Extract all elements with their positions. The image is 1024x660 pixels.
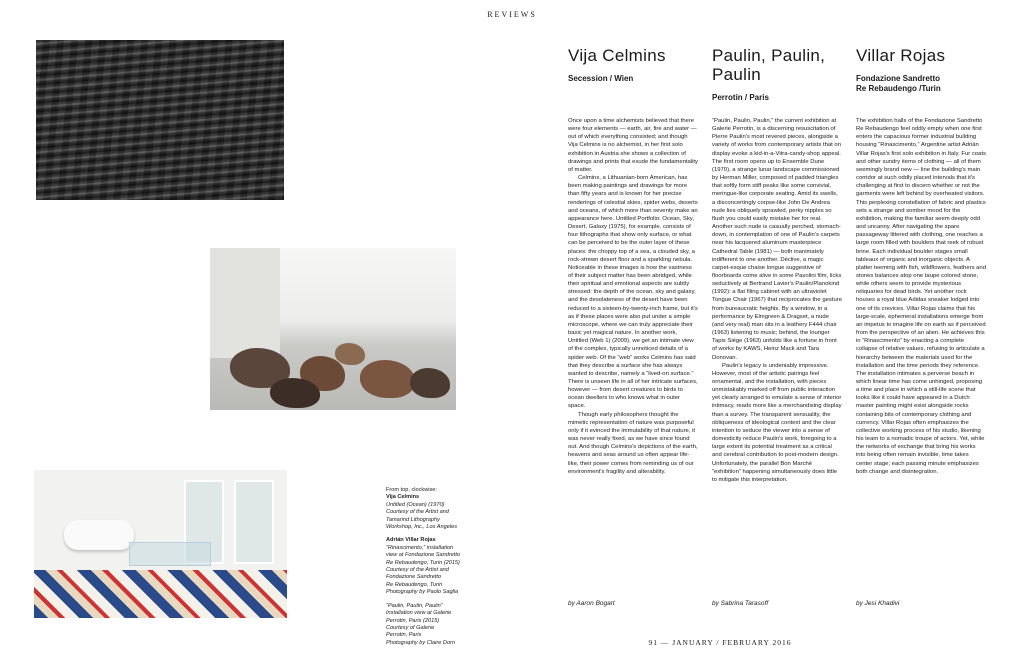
caption-line: Tamarind Lithography bbox=[386, 516, 440, 523]
white-sculpture bbox=[64, 520, 134, 550]
gallery-room-photo bbox=[34, 470, 287, 618]
rock bbox=[335, 343, 365, 365]
ocean-photo bbox=[36, 40, 284, 200]
caption-line: Re Rebaudengo, Turin bbox=[386, 581, 443, 588]
rock bbox=[270, 378, 320, 408]
review-text-column bbox=[856, 117, 986, 476]
review-text-column bbox=[568, 117, 698, 476]
caption-line: Courtesy of Galerie bbox=[386, 624, 435, 631]
caption-line: Perrotin, Paris bbox=[386, 632, 422, 639]
review-header bbox=[712, 46, 847, 103]
window bbox=[234, 480, 274, 564]
caption-intro: From top, clockwise: bbox=[386, 487, 437, 493]
gallery-rocks-photo bbox=[210, 248, 456, 410]
caption-artist: Vija Celmins bbox=[386, 494, 420, 501]
review-venue: Perrotin / Paris bbox=[712, 93, 769, 102]
caption-line: Re Rebaudengo, Turin (2015) bbox=[386, 559, 460, 566]
caption-line: Installation view at Galerie bbox=[386, 610, 452, 617]
caption-line: view at Fondazione Sandretto bbox=[386, 552, 461, 559]
caption-line: “Rinascimento,” installation bbox=[386, 544, 454, 551]
caption-artist: Adrián Villar Rojas bbox=[386, 537, 436, 544]
review-title: Villar Rojas bbox=[856, 46, 946, 65]
paragraph: Though early philosophers thought the mimetic representation of nature was purposeful only if it evinced the immutability of that nature, it was never really fixed, as we have since found out. And though Celmins's depictions of the earth, heavens and seas around us often appear life-like, their power comes from reminding us of our environment's fragility and alterability. bbox=[568, 411, 698, 475]
glass-table bbox=[129, 542, 211, 566]
caption-line: Untitled (Ocean) (1970) bbox=[386, 501, 445, 508]
venue-line: Fondazione Sandretto bbox=[856, 74, 940, 83]
patterned-carpet bbox=[34, 570, 287, 618]
caption-line: Photography by Claire Dorn bbox=[386, 639, 456, 646]
review-text-column bbox=[712, 117, 842, 484]
title-line: Paulin bbox=[712, 65, 762, 84]
review-byline: by Aaron Bogart bbox=[568, 600, 615, 607]
review-venue: Secession / Wien bbox=[568, 74, 634, 83]
caption-line: Perrotin, Paris (2015) bbox=[386, 617, 440, 624]
gallery-wall bbox=[210, 248, 280, 358]
review-venue bbox=[856, 74, 996, 94]
rock bbox=[360, 360, 415, 398]
review-byline: by Jesi Khadivi bbox=[856, 600, 900, 607]
rock bbox=[410, 368, 450, 398]
page-footer: 91 — JANUARY / FEBRUARY 2016 bbox=[648, 638, 792, 647]
paragraph: Once upon a time alchemists believed that there were four elements — earth, air, fire and water — out of which everything consisted; and though Vija Celmins is no alchemist, in her first solo exhibition in Austria she shows a collection of drawings and prints that exude the fundamentality of matter. bbox=[568, 118, 699, 173]
paragraph: “Paulin, Paulin, Paulin,” the current exhibition at Galerie Perrotin, is a discerning resuscitation of Pierre Paulin's most revered pieces, alongside a variety of works from contemporary artists that on display evoke a kid-in-a-Vitra-candy-shop appeal. The first room opens up to Ensemble Dune (1970), a strange lunar landscape commissioned by Herman Miller, composed of padded triangles that softly form stiff peaks like some convivial, meringue-like corporate seating. Amid its swells, a disconcertingly corpse-like John De Andrea nude lies obliquely sprawled, perky nipples so flush you could easily mistake her for real. Another such nude is casually perched, stomach-down, in contemplation of one of Paulin's carpets near his lacquered aluminum masterpiece Cathedral Table (1981) — both inanimately indifferent to one another. Déclive, a magic carpet-esque chaise longue suggestive of floorboards come alive in some Pasolini film, licks seductively at Bertrand Lavier's Paulin/Planokind (1992): a flat filing cabinet with an ultraviolet Tongue Chair (1967) that reciprocates the gesture from bureaucratic heights. By a window, in a performance by Elmgreen & Dragset, a nude (and very real) man sits in a leathery F444 chair (1963) listening to music; behind, the lounger Tapis Siège (1963) unfolds like a fortune in front of works by KAWS, Heinz Mack and Tara Donovan. bbox=[712, 118, 842, 361]
paragraph: Paulin's legacy is undeniably impressive. However, most of the artistic pairings feel ornamental, and the installation, with pieces unmistakably marked off from public interaction yet clearly arranged to emulate a sense of interior intimacy, reads more like a merchandising display than a survey. The transparent sensuality, the obliqueness of ideological context and the clear intention to seduce the viewer into a sense of domesticity reduce Paulin's work, foregoing to a large extent its potential treatment as a critical and cerebral contribution to post-modern design. Unfortunately, the parallel Bon Marché “exhibition” happening simultaneously does little to mitigate this interpretation. bbox=[712, 362, 842, 483]
caption-line: Photography by Paolo Saglia bbox=[386, 589, 459, 596]
section-label: REVIEWS bbox=[487, 10, 537, 19]
paragraph: The exhibition halls of the Fondazione Sandretto Re Rebaudengo feel oddly empty when one first enters the capacious former industrial building housing “Rinascimento,” Argentine artist Adrián Villar Rojas's first solo exhibition in Italy. Fur coats and other sundry items of clothing — all of them seemingly brand new — line the building's main corridor at such oddly placed intervals that it's challenging at first to discern whether or not the garments were left behind by overheated visitors. This perplexing constellation of fabric and plastics sets a strange and somber mood for the exhibition, making the familiar seem deeply odd and uncanny. After navigating the spare passageway littered with clothing, one reaches a large room filled with boulders that reek of robust brine. Each individual boulder stages small tableaux of organic and inorganic objects. A platter teeming with fish, wildflowers, feathers and stones balances atop one taupe colored stone, while others seem to provide mysterious reliquaries for dead birds. Yet another rock houses a royal blue Adidas sneaker lodged into one of its crevices. Villar Rojas claims that his large-scale, ephemeral installations emerge from an impetus to imagine life on earth as if perceived from the perspective of an alien. He achieves this in “Rinascimento” by enacting a complete collapse of relative values, refusing to articulate a hierarchy between the materials used for the installation and the time periods they reference. The installation intimates a perverse beach in which linear time has come unhinged, proposing a time and place in which a still-life scene that looks like it could have appeared in a Dutch master painting might exist alongside rocks containing bits of contemporary clothing and currency. Villar Rojas often emphasizes the collective working process of his studio, likening his team to a nomadic troupe of actors. Yet, while the networks of exchange that bring his works into being often remain invisible, time takes center stage; each passing minute emphasizes both change and disintegration. bbox=[856, 118, 986, 475]
review-byline: by Sabrina Tarasoff bbox=[712, 600, 769, 607]
review-header bbox=[568, 46, 703, 84]
paragraph: Celmins, a Lithuanian-born American, has been making paintings and drawings for more than fifty years and is known for her precise renderings of celestial skies, spider webs, deserts and oceans, of which more than seventy make an appearance here. Untitled Portfolio: Ocean, Sky, Desert, Galaxy (1975), for example, consists of four lithographs that show only surface, or what can be perceived to be the outer layer of these places: the choppy top of a sea, a clouded sky, a rock-strewn desert floor and a sparkling nebula. Noticeable in these images is how the vastness of their subject matter has been abridged, while their spiritual and emotional aspects are subtly stressed: the depth of the ocean, sky and galaxy, and the desolateness of the desert have been reduced to a sixteen-by-twenty-inch frame, but it's as if these places were also put under a simple microscope, where we can truly appreciate their basic yet magical nature. In another work, Untitled (Web 1) (2009), we get an intimate view of the complex, typically unnoticed details of a spider web. Of the “web” works Celmins has said that they describe a surface she has always wanted to describe, namely a “lived-on surface.” There is unseen life in all of her intricate surfaces, however — from desert creatures to birds to ocean dwellers to who knows what in outer space. bbox=[568, 175, 698, 410]
caption-line: “Paulin, Paulin, Paulin” bbox=[386, 602, 443, 609]
caption-line: Courtesy of the Artist and bbox=[386, 509, 449, 516]
photo-caption bbox=[386, 487, 506, 647]
caption-line: Workshop, Inc., Los Angeles bbox=[386, 524, 457, 531]
review-header bbox=[856, 46, 996, 94]
review-title: Vija Celmins bbox=[568, 46, 666, 65]
caption-line: Fondazione Sandretto bbox=[386, 574, 442, 581]
caption-line: Courtesy of the Artist and bbox=[386, 567, 449, 574]
review-title bbox=[712, 46, 847, 84]
venue-line: Re Rebaudengo /Turin bbox=[856, 84, 941, 93]
title-line: Paulin, Paulin, bbox=[712, 46, 826, 65]
